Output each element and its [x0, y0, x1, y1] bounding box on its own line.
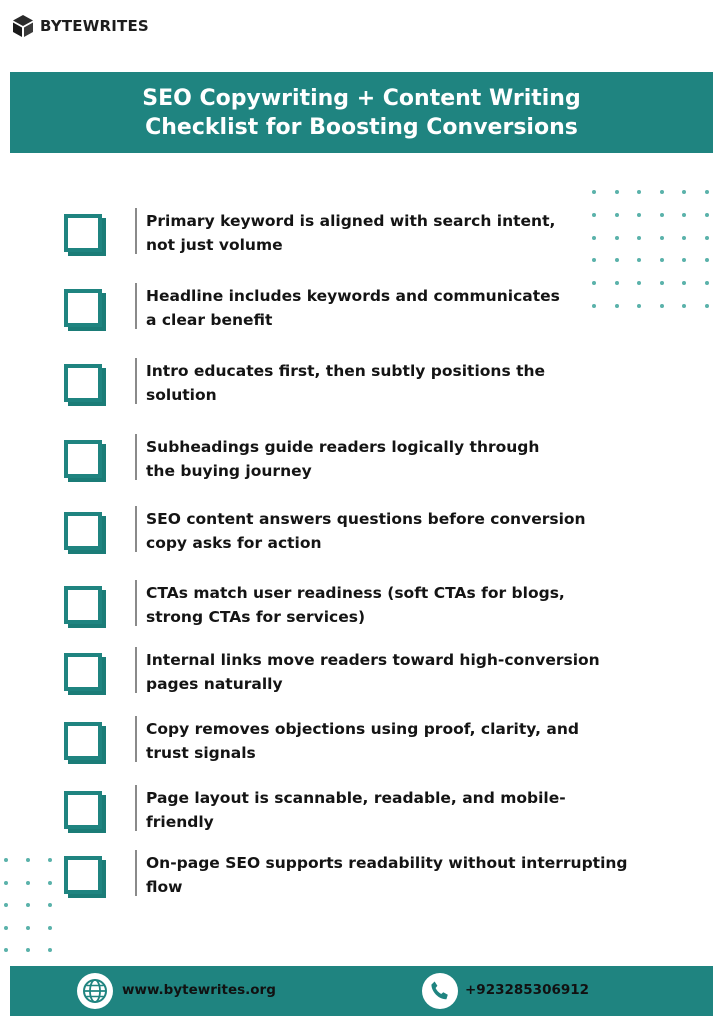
checklist-item	[60, 856, 660, 908]
decorative-dot	[48, 881, 52, 885]
checklist-item	[60, 512, 660, 564]
item-divider	[135, 358, 137, 404]
checkbox-icon[interactable]	[64, 364, 106, 406]
decorative-dot	[682, 281, 686, 285]
item-line-1: Headline includes keywords and communicates	[146, 287, 560, 305]
decorative-dot	[682, 258, 686, 262]
item-line-1: Intro educates first, then subtly positions the	[146, 362, 546, 380]
item-divider	[135, 850, 137, 896]
item-line-1: Subheadings guide readers logically through	[146, 438, 540, 456]
item-divider	[135, 434, 137, 480]
item-line-2: pages naturally	[146, 675, 283, 693]
decorative-dot	[48, 948, 52, 952]
decorative-dot	[660, 213, 664, 217]
checklist-item-text	[146, 648, 656, 696]
decorative-dot	[26, 858, 30, 862]
cube-logo-icon	[12, 14, 34, 38]
item-line-2: a clear benefit	[146, 311, 273, 329]
decorative-dot	[615, 190, 619, 194]
decorative-dot	[48, 903, 52, 907]
checkbox-icon[interactable]	[64, 791, 106, 833]
decorative-dot	[705, 304, 709, 308]
item-line-2: strong CTAs for services)	[146, 608, 366, 626]
checklist-item	[60, 653, 660, 705]
checklist-item-text	[146, 284, 656, 332]
decorative-dot	[705, 281, 709, 285]
checkbox-icon[interactable]	[64, 214, 106, 256]
page-title	[142, 84, 580, 142]
title-line-2: Checklist for Boosting Conversions	[145, 114, 578, 140]
checklist-item	[60, 586, 660, 638]
checkbox-icon[interactable]	[64, 722, 106, 764]
item-line-1: Internal links move readers toward high-conversion	[146, 651, 600, 669]
brand-logo	[12, 14, 149, 38]
decorative-dot	[4, 858, 8, 862]
item-line-2: copy asks for action	[146, 534, 322, 552]
checklist-item	[60, 289, 660, 341]
decorative-dot	[660, 258, 664, 262]
decorative-dot	[592, 190, 596, 194]
item-line-1: Primary keyword is aligned with search intent,	[146, 212, 556, 230]
footer-bar	[10, 966, 713, 1016]
decorative-dot	[682, 236, 686, 240]
decorative-dot	[682, 304, 686, 308]
item-line-2: flow	[146, 878, 183, 896]
decorative-dot	[705, 190, 709, 194]
item-line-1: On-page SEO supports readability without interrupting	[146, 854, 628, 872]
item-line-1: SEO content answers questions before conversion	[146, 510, 586, 528]
checkbox-icon[interactable]	[64, 289, 106, 331]
decorative-dot	[48, 858, 52, 862]
item-line-2: friendly	[146, 813, 214, 831]
item-line-2: the buying journey	[146, 462, 312, 480]
decorative-dot	[660, 281, 664, 285]
checklist-item	[60, 214, 660, 266]
website-link[interactable]: www.bytewrites.org	[122, 982, 276, 998]
checklist-item-text	[146, 786, 656, 834]
checklist-item	[60, 364, 660, 416]
checklist-item	[60, 791, 660, 843]
phone-number[interactable]: +923285306912	[465, 982, 590, 998]
item-divider	[135, 716, 137, 762]
checkbox-icon[interactable]	[64, 440, 106, 482]
checklist-item-text	[146, 435, 656, 483]
decorative-dot	[705, 258, 709, 262]
decorative-dot	[48, 926, 52, 930]
item-line-2: not just volume	[146, 236, 283, 254]
checklist-item-text	[146, 209, 656, 257]
item-divider	[135, 580, 137, 626]
decorative-dot	[26, 903, 30, 907]
checkbox-icon[interactable]	[64, 653, 106, 695]
checklist-item	[60, 440, 660, 492]
decorative-dot	[4, 948, 8, 952]
decorative-dot	[26, 948, 30, 952]
decorative-dot	[26, 926, 30, 930]
title-banner	[10, 72, 713, 153]
item-line-1: Page layout is scannable, readable, and mobile-	[146, 789, 566, 807]
decorative-dot	[4, 881, 8, 885]
checklist-item-text	[146, 851, 656, 899]
item-line-2: solution	[146, 386, 217, 404]
checklist-item-text	[146, 581, 656, 629]
phone-icon	[422, 973, 458, 1009]
checklist-item-text	[146, 507, 656, 555]
decorative-dot	[660, 236, 664, 240]
decorative-dot	[682, 190, 686, 194]
checkbox-icon[interactable]	[64, 512, 106, 554]
item-divider	[135, 208, 137, 254]
decorative-dot	[660, 304, 664, 308]
decorative-dot	[4, 903, 8, 907]
decorative-dot	[4, 926, 8, 930]
title-line-1: SEO Copywriting + Content Writing	[142, 85, 581, 111]
item-line-1: Copy removes objections using proof, clarity, and	[146, 720, 580, 738]
checklist-item-text	[146, 359, 656, 407]
decorative-dot	[26, 881, 30, 885]
item-divider	[135, 785, 137, 831]
checklist-item-text	[146, 717, 656, 765]
item-line-2: trust signals	[146, 744, 256, 762]
item-divider	[135, 647, 137, 693]
checkbox-icon[interactable]	[64, 586, 106, 628]
checklist-item	[60, 722, 660, 774]
decorative-dot	[660, 190, 664, 194]
item-line-1: CTAs match user readiness (soft CTAs for blogs,	[146, 584, 565, 602]
decorative-dot	[705, 236, 709, 240]
decorative-dot	[682, 213, 686, 217]
brand-name: BYTEWRITES	[40, 17, 149, 35]
item-divider	[135, 283, 137, 329]
checkbox-icon[interactable]	[64, 856, 106, 898]
decorative-dot	[637, 190, 641, 194]
item-divider	[135, 506, 137, 552]
globe-icon	[77, 973, 113, 1009]
decorative-dot	[705, 213, 709, 217]
